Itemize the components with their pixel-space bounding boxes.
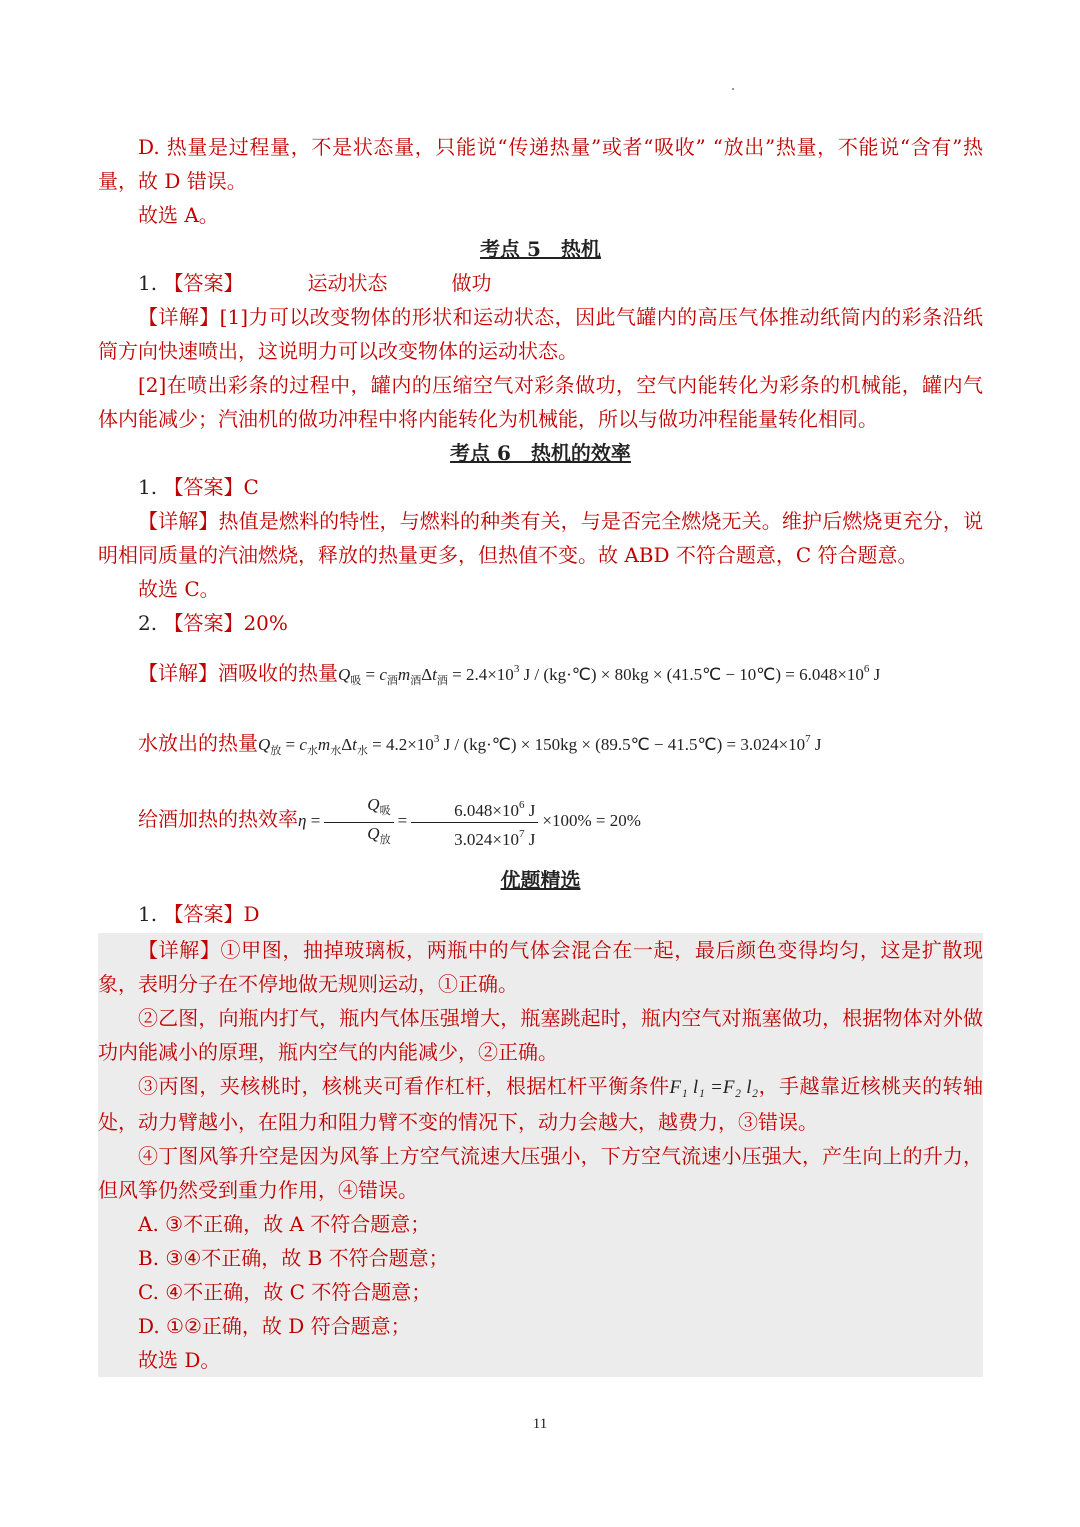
s6-q2-answer — [98, 606, 983, 640]
s5-q1-detail-1: 【详解】[1]力可以改变物体的形状和运动状态，因此气罐内的高压气体推动纸筒内的彩条沿纸筒方向快速喷出，这说明力可以改变物体的运动状态。 — [98, 305, 983, 363]
sel-detail-3: ③丙图，夹核桃时，核桃夹可看作杠杆，根据杠杆平衡条件F₁ l₁ =F₂ l₂，手越靠近核桃夹的转轴处，动力臂越小，在阻力和阻力臂不变的情况下，动力会越大，越费力，③错误。 — [98, 1073, 984, 1134]
sel-conclusion: 故选 D。 — [138, 1347, 221, 1372]
detail-tag: 【详解】 — [138, 661, 218, 685]
answer-value: C — [243, 475, 259, 499]
detail-tag: 【详解】 — [138, 937, 221, 962]
sel-q1-answer — [98, 897, 983, 931]
section-6-title: 考点 6 热机的效率 — [450, 441, 631, 465]
answer-value: 20% — [243, 611, 288, 635]
answer-value-a: 运动状态 — [307, 271, 388, 295]
answer-value-b: 做功 — [451, 271, 492, 295]
s6-q1-answer — [98, 470, 983, 504]
s6-q1-conclusion: 故选 C。 — [138, 577, 220, 601]
s5-q1-detail-2: [2]在喷出彩条的过程中，罐内的压缩空气对彩条做功，空气内能转化为彩条的机械能，罐内气体内能减少；汽油机的做功冲程中将内能转化为机械能，所以与做功冲程能量转化相同。 — [98, 373, 983, 431]
detail-tag: 【详解】 — [138, 509, 219, 533]
sel-detail-2: ②乙图，向瓶内打气，瓶内气体压强增大，瓶塞跳起时，瓶内空气对瓶塞做功，根据物体对外做功内能减小的原理，瓶内空气的内能减少，②正确。 — [98, 1005, 983, 1064]
answer-tag: 【答案】 — [163, 611, 244, 635]
conclusion-a: 故选 A。 — [138, 203, 219, 227]
question-number: 1. — [138, 271, 158, 295]
section-5-title: 考点 5 热机 — [480, 237, 601, 261]
s6-q1-detail: 【详解】热值是燃料的特性，与燃料的种类有关，与是否完全燃烧无关。维护后燃烧更充分，说明相同质量的汽油燃烧，释放的热量更多，但热值不变。故 ABD 不符合题意，C 符合题意。 — [98, 509, 984, 567]
option-b: B. ③④不正确，故 B 不符合题意； — [138, 1245, 449, 1270]
scan-dot — [732, 88, 734, 90]
question-number: 2. — [138, 611, 158, 635]
option-c: C. ④不正确，故 C 不符合题意； — [138, 1279, 432, 1304]
lever-formula: F₁ l₁ =F₂ l₂ — [669, 1076, 759, 1098]
page-number: 11 — [532, 1416, 548, 1432]
formula-line-3: 给酒加热的热效率η = $\frac{Q_吸}{Q_放}$ = $\frac{6.048\times 10^6 J}{3.024\times 10^7 J}$ ×100% = 20% — [138, 794, 641, 849]
formula-line-1: 【详解】酒吸收的热量$Q_吸 = c_酒m_酒\Delta t_酒 = 2.4\times 10^3$ J / (kg·℃) × 80kg × (41.5℃ − 10℃) = $6.048\times 10^6$ J — [138, 661, 881, 687]
sel-detail-1: 【详解】①甲图，抽掉玻璃板，两瓶中的气体会混合在一起，最后颜色变得均匀，这是扩散现象，表明分子在不停地做无规则运动，①正确。 — [98, 937, 983, 996]
answer-tag: 【答案】 — [163, 901, 244, 926]
answer-tag: 【答案】 — [163, 271, 244, 295]
answer-tag: 【答案】 — [163, 475, 244, 499]
section-selected-title: 优题精选 — [500, 867, 581, 892]
sel-detail-4: ④丁图风筝升空是因为风筝上方空气流速大压强小，下方空气流速小压强大，产生向上的升力，但风筝仍然受到重力作用，④错误。 — [98, 1143, 983, 1202]
detail-tag: 【详解】 — [138, 305, 220, 329]
answer-value: D — [243, 901, 260, 926]
document-page — [98, 130, 983, 1377]
question-number: 1. — [138, 901, 158, 926]
option-d-explanation: D. 热量是过程量，不是状态量，只能说“传递热量”或者“吸收” “放出”热量，不能说“含有”热量，故 D 错误。 — [98, 135, 983, 193]
formula-line-2: 水放出的热量$Q_放 = c_水m_水\Delta t_水 = 4.2\times 10^3$ J / (kg·℃) × 150kg × (89.5℃ − 41.5℃) = $3.024\times 10^7$ J — [138, 731, 822, 757]
question-number: 1. — [138, 475, 158, 499]
s5-q1-answer — [98, 266, 983, 300]
option-a: A. ③不正确，故 A 不符合题意； — [138, 1211, 431, 1236]
option-d: D. ①②正确，故 D 符合题意； — [138, 1313, 411, 1338]
selected-detail-block — [98, 933, 983, 1377]
